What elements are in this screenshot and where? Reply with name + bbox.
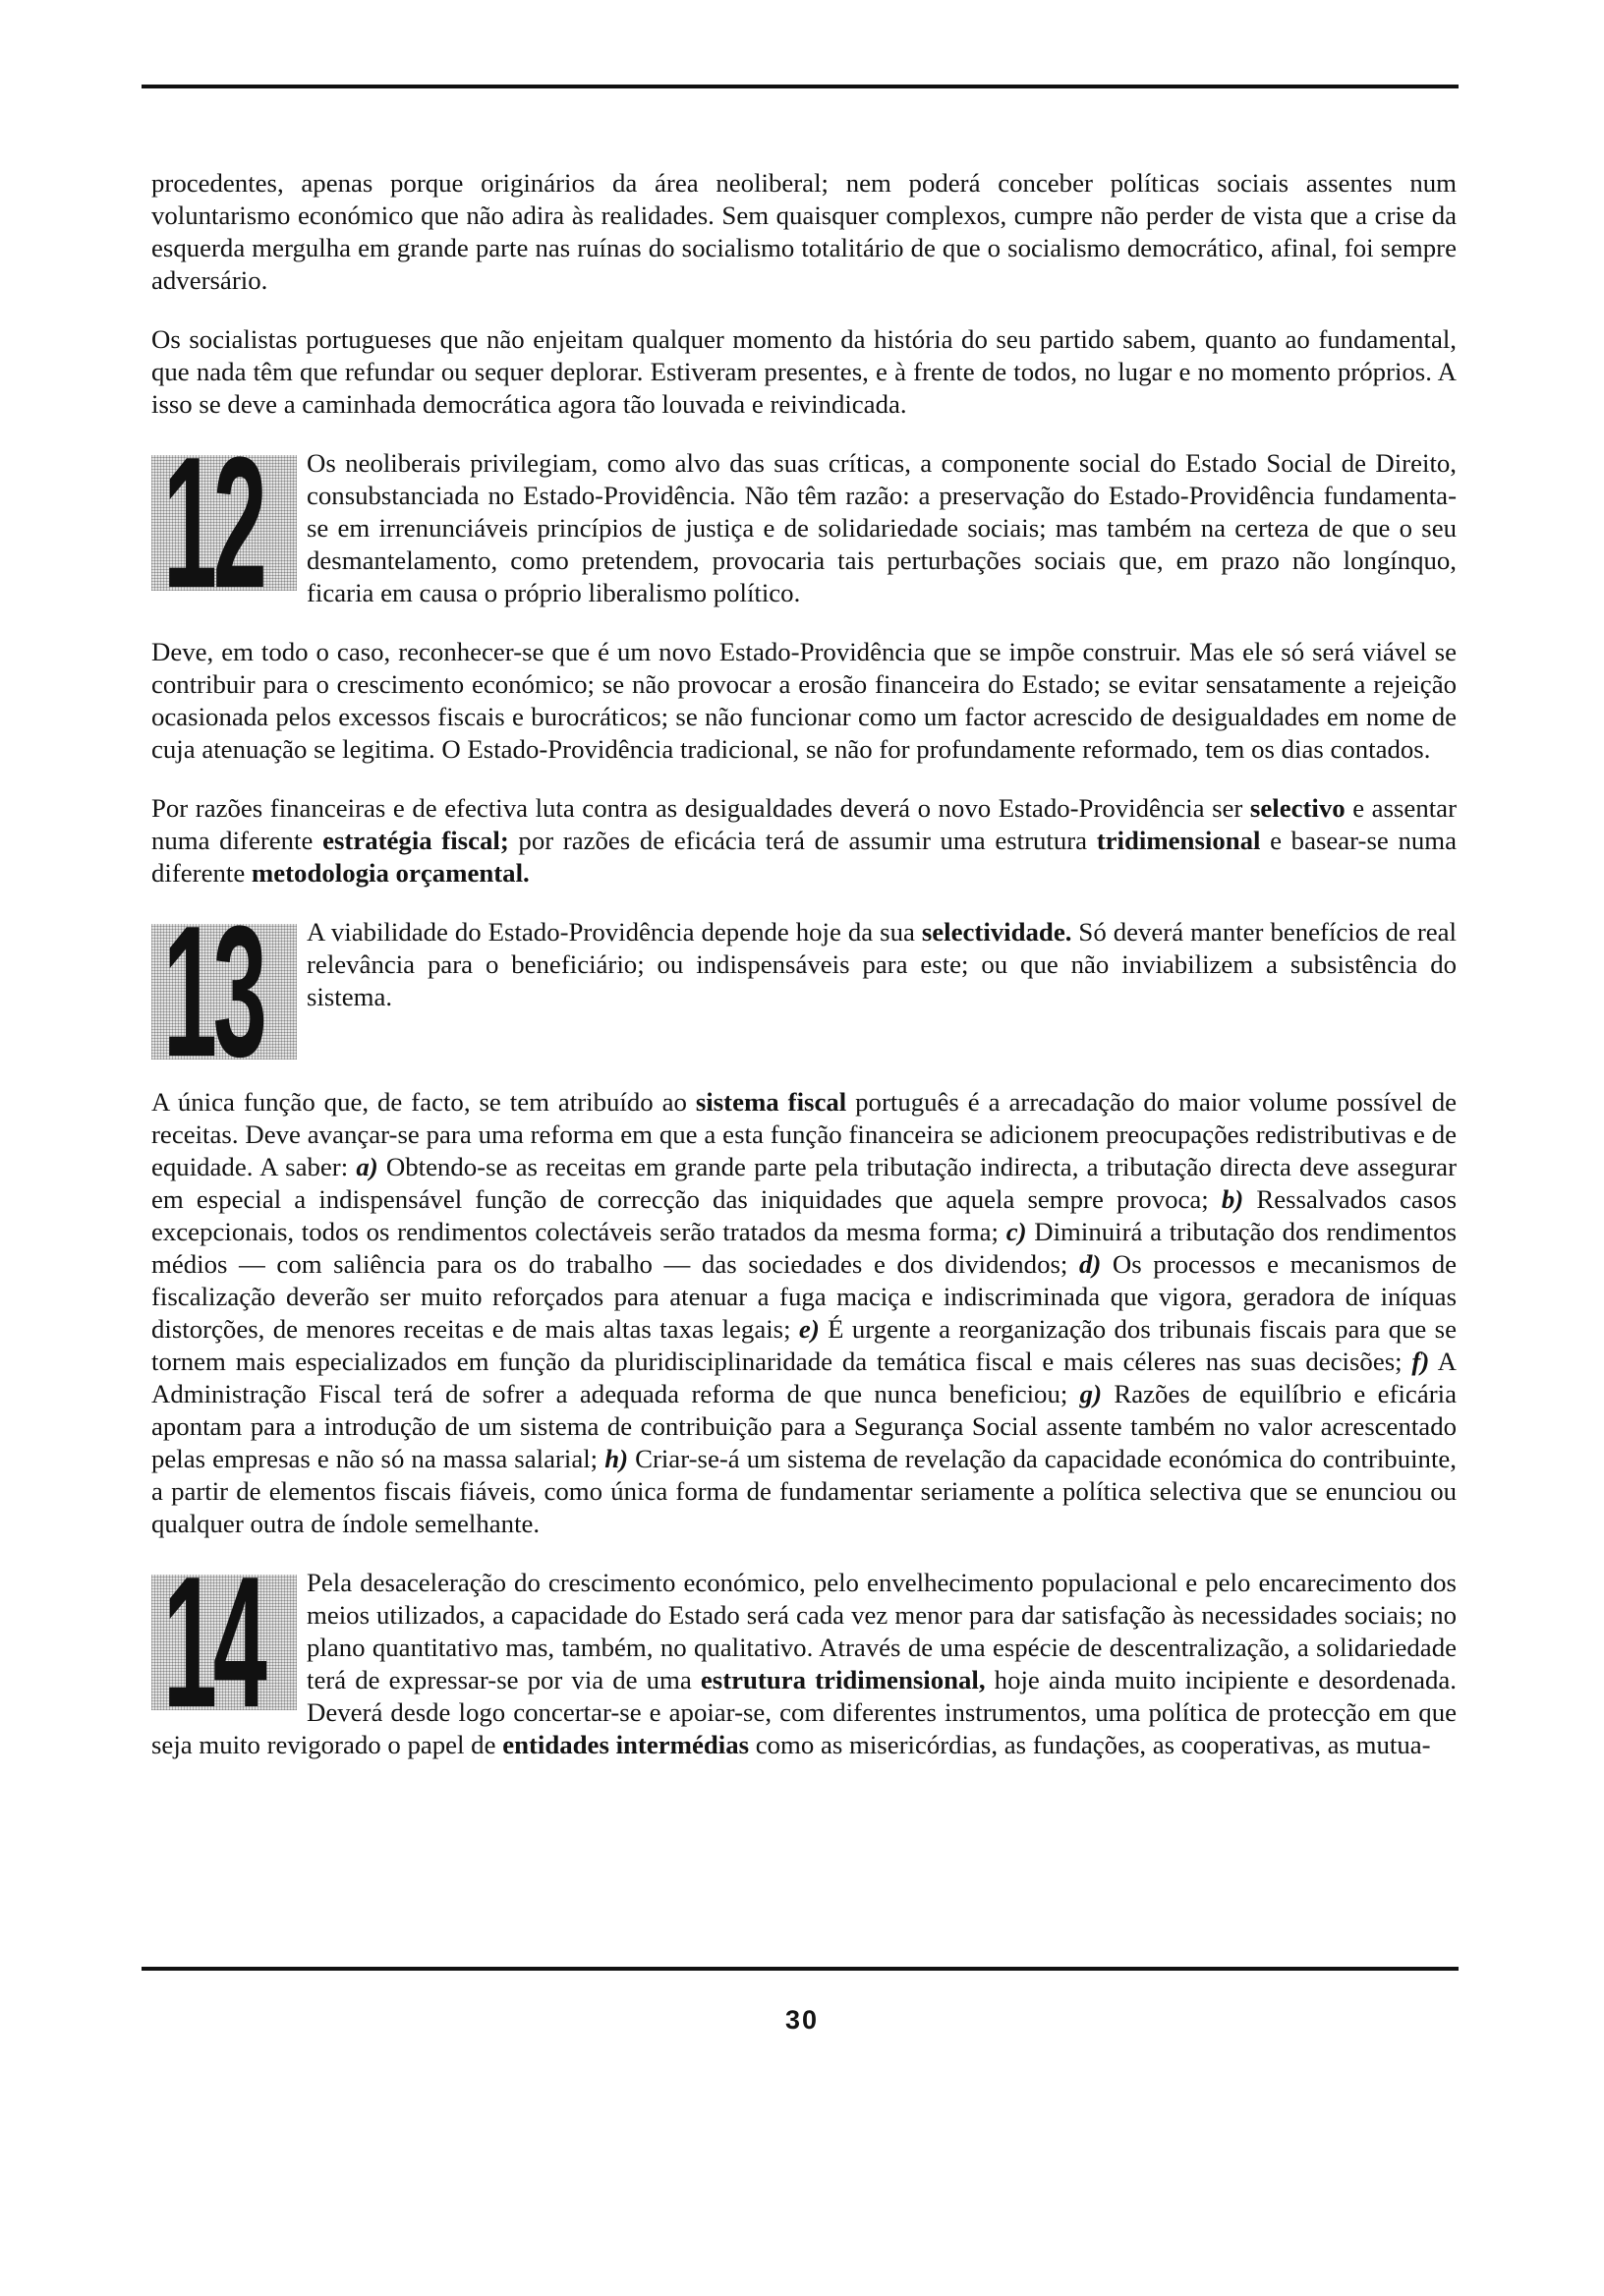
paragraph-continuation: procedentes, apenas porque originários da área neoliberal; nem poderá conceber políticas sociais assentes num voluntarismo económico que não adira às realidades. Sem quaisquer complexos, cumpre não perder de vista que a crise da esquerda mergulha em grande parte nas ruínas do socialismo totalitário de que o socialismo democrático, afinal, foi sempre adversário. [151, 168, 1457, 295]
bold-term: estratégia fiscal; [322, 826, 509, 855]
text-run: É urgente a reorganização dos tribunais fiscais para que se tornem mais especializados em função da pluridisciplinaridade da temática fiscal e mais céleres nas suas decisões; [151, 1314, 1457, 1376]
section-number-badge [151, 1575, 297, 1710]
list-marker: c) [1005, 1217, 1027, 1246]
section-number: 13 [163, 924, 263, 1060]
paragraph-socialists: Os socialistas portugueses que não enjeitam qualquer momento da história do seu partido sabem, quanto ao fundamental, que nada têm que refundar ou sequer deplorar. Estiveram presentes, e à frente de todos, no lugar e no momento próprios. A isso se deve a caminhada democrática agora tão louvada e reivindicada. [151, 324, 1457, 419]
text-run: Criar-se-á um sistema de revelação da capacidade económica do contribuinte, a partir de elementos fiscais fiáveis, como única forma de fundamentar seriamente a política selectiva que se enunciou ou qualquer outra de índole semelhante. [151, 1444, 1457, 1538]
list-marker: h) [604, 1444, 629, 1473]
section-number-badge [151, 924, 297, 1060]
section-14 [151, 1567, 1457, 1761]
text-run: Ressalvados casos excepcionais, todos os rendimentos colectáveis serão tratados da mesma forma; [151, 1184, 1457, 1246]
text-run: como as misericórdias, as fundações, as cooperativas, as mutua- [749, 1730, 1431, 1759]
list-marker: b) [1221, 1184, 1244, 1214]
bold-term: tridimensional [1096, 826, 1261, 855]
text-run: A viabilidade do Estado-Providência depende hoje da sua [307, 917, 922, 947]
bold-term: metodologia orçamental. [251, 858, 530, 888]
bold-term: estrutura tridimensional, [700, 1665, 986, 1694]
section-number-badge [151, 455, 297, 591]
text-run: Diminuirá a tributação dos rendimentos médios — com saliência para os do trabalho — das sociedades e dos dividendos; [151, 1217, 1457, 1279]
text-run: Pela desaceleração do crescimento económico, pelo envelhecimento populacional e pelo encarecimento dos meios utilizados, a capacidade do Estado será cada vez menor para dar satisfação às necessidades sociais; no plano quantitativo mas, também, no qualitativo. Através de uma espécie de descentralização, a solidariedade terá de expressar-se por via de uma [307, 1568, 1457, 1694]
top-rule [142, 85, 1459, 88]
text-run: A única função que, de facto, se tem atribuído ao [151, 1087, 696, 1117]
list-marker: g) [1079, 1379, 1102, 1408]
text-run: Por razões financeiras e de efectiva luta contra as desigualdades deverá o novo Estado-Providência ser [151, 793, 1250, 823]
section-12 [151, 447, 1457, 609]
text-run: e basear-se numa diferente [151, 826, 1457, 888]
bold-term: selectivo [1249, 793, 1346, 823]
text-run: hoje ainda muito incipiente e desordenada. Deverá desde logo concertar-se e apoiar-se, com diferentes instrumentos, uma política de protecção em que seja muito revigorado o papel de [151, 1665, 1457, 1759]
list-marker: d) [1078, 1249, 1102, 1279]
bold-term: sistema fiscal [695, 1087, 847, 1117]
text-run: Só deverá manter benefícios de real relevância para o beneficiário; ou indispensáveis para este; ou que não inviabilizem a subsistência do sistema. [307, 917, 1457, 1011]
text-run: por razões de eficácia terá de assumir uma estrutura [508, 826, 1097, 855]
list-marker: e) [798, 1314, 820, 1344]
section-12-text: Os neoliberais privilegiam, como alvo das suas críticas, a componente social do Estado Social de Direito, consubstanciada no Estado-Providência. Não têm razão: a preservação do Estado-Providência fundamenta-se em irrenunciáveis princípios de justiça e de solidariedade sociais; mas também na certeza de que o seu desmantelamento, como pretendem, provocaria tais perturbações sociais que, em prazo não longínquo, ficaria em causa o próprio liberalismo político. [307, 448, 1457, 607]
text-run: português é a arrecadação do maior volume possível de receitas. Deve avançar-se para uma reforma em que a esta função financeira se adicionem preocupações redistributivas e de equidade. A saber: [151, 1087, 1457, 1181]
text-run: Razões de equilíbrio e eficária apontam para a introdução de um sistema de contribuição para a Segurança Social assente também no valor acrescentado pelas empresas e não só na massa salarial; [151, 1379, 1457, 1473]
section-14-text [151, 1567, 1457, 1761]
page-number: 30 [784, 2005, 820, 2035]
text-run: Obtendo-se as receitas em grande parte pela tributação indirecta, a tributação directa deve assegurar em especial a indispensável função de correcção das iniquidades que aquela sempre provoca; [151, 1152, 1458, 1214]
text-run: A Administração Fiscal terá de sofrer a adequada reforma de que nunca beneficiou; [151, 1347, 1457, 1408]
list-marker: f) [1411, 1347, 1430, 1376]
section-number: 12 [163, 455, 263, 591]
section-13-text [151, 916, 1457, 1013]
document-body [151, 167, 1457, 1788]
paragraph-financial-reasons [151, 792, 1457, 890]
section-13 [151, 916, 1457, 1060]
text-run: e assentar numa diferente [151, 793, 1457, 855]
paragraph-new-welfare-state: Deve, em todo o caso, reconhecer-se que é um novo Estado-Providência que se impõe construir. Mas ele só será viável se contribuir para o crescimento económico; se não provocar a erosão financeira do Estado; se evitar sensatamente a rejeição ocasionada pelos excessos fiscais e burocráticos; se não funcionar como um factor acrescido de desigualdades em nome de cuja atenuação se legitima. O Estado-Providência tradicional, se não for profundamente reformado, tem os dias contados. [151, 637, 1457, 764]
paragraph-fiscal-system [151, 1086, 1457, 1540]
section-number: 14 [163, 1575, 263, 1710]
text-run: Os processos e mecanismos de fiscalização deverão ser muito reforçados para atenuar a fuga maciça e indiscriminada que vigora, geradora de iníquas distorções, de menores receitas e de mais altas taxas legais; [151, 1249, 1457, 1344]
bottom-rule [142, 1967, 1459, 1971]
list-marker: a) [356, 1152, 378, 1181]
bold-term: selectividade. [921, 917, 1072, 947]
bold-term: entidades intermédias [502, 1730, 750, 1759]
